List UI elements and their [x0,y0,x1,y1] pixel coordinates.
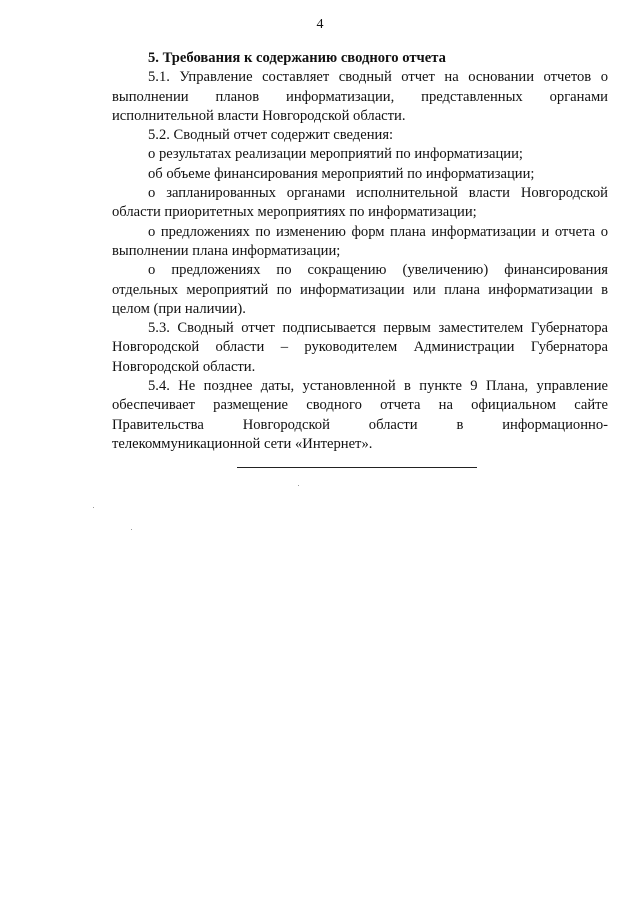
list-item: об объеме финансирования мероприятий по информатизации; [148,165,535,182]
paragraph-5-4: 5.4. Не позднее даты, установленной в пункте 9 Плана, управление обеспечивает размещение сводного отчета на официальном сайте Правительства Новгородской области в информационно-телекоммуникационной сети «Интернет». [112,378,608,452]
list-item: о предложениях по сокращению (увеличению) финансирования отдельных мероприятий по информатизации или плана информатизации в целом (при наличии). [112,262,608,317]
section-heading: 5. Требования к содержанию сводного отчета [148,50,446,66]
scan-speck [298,485,299,486]
list-item: о запланированных органами исполнительной власти Новгородской области приоритетных мероприятиях по информатизации; [112,185,608,221]
document-body [112,49,608,454]
scan-speck [131,529,132,530]
paragraph-5-1: 5.1. Управление составляет сводный отчет на основании отчетов о выполнении планов информатизации, представленных органами исполнительной власти Новгородской области. [112,69,608,124]
page-number: 4 [316,17,324,32]
paragraph-5-2-intro: 5.2. Сводный отчет содержит сведения: [148,127,394,144]
paragraph-5-2-list [112,145,608,319]
paragraph-5-3: 5.3. Сводный отчет подписывается первым заместителем Губернатора Новгородской области – руководителем Администрации Губернатора Новгородской области. [112,320,608,375]
list-item: о предложениях по изменению форм плана информатизации и отчета о выполнении плана информатизации; [112,223,608,259]
list-item: о результатах реализации мероприятий по информатизации; [148,146,523,163]
end-of-section-rule [237,467,477,468]
scan-speck [93,507,94,508]
